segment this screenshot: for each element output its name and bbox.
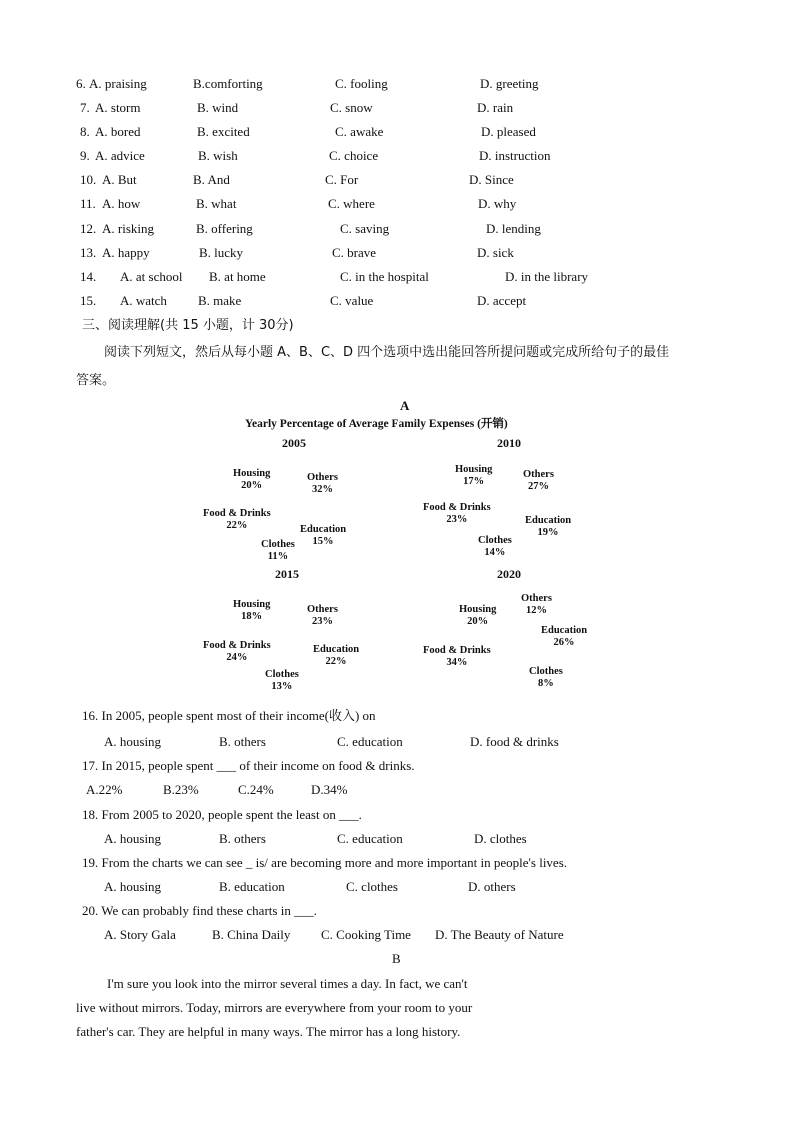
option-c: C. in the hospital [340,269,429,284]
option-d: D. in the library [505,269,589,284]
question-number: 6. [76,76,86,91]
slice-value: 20% [467,616,489,627]
chart-year-label: 2010 [497,436,521,450]
pie-slice-label [265,669,299,693]
slice-value: 15% [312,536,334,547]
slice-value: 12% [525,605,547,616]
slice-category: Others [523,469,554,480]
passage-line: father's car. They are helpful in many ways. The mirror has a long history. [76,1024,461,1039]
slice-value: 20% [241,480,263,491]
pie-slice-label [307,472,338,496]
section-heading: 三、阅读理解(共 15 小题，计 30分) [82,318,294,333]
question-number: 8. [80,124,90,139]
slice-value: 18% [241,611,263,622]
question-stem: 18. From 2005 to 2020, people spent the least on ___. [82,807,362,822]
slice-value: 34% [446,657,468,668]
option-c: C. Cooking Time [321,927,411,942]
question-stem: 20. We can probably find these charts in ___. [82,903,317,918]
passage-a-letter: A [400,398,410,413]
pie-slice-label [203,640,271,664]
slice-category: Education [525,515,572,526]
question-stem: 16. In 2005, people spent most of their income(收入) on [82,708,376,723]
slice-category: Clothes [529,666,563,677]
slice-category: Clothes [265,669,299,680]
passage-b-text [76,972,516,1044]
option-c: C. education [337,831,403,846]
option-a: A. praising [89,76,147,91]
slice-category: Food & Drinks [203,640,271,651]
option-a: A. how [102,196,141,211]
question-stem: 19. From the charts we can see _ is/ are becoming more and more important in people's lives. [82,855,568,870]
option-b: B. offering [196,221,253,236]
expenses-chart [195,398,615,698]
option-c: C. awake [335,124,384,139]
option-a: A. housing [104,734,162,749]
option-c: C. saving [340,221,390,236]
slice-value: 22% [226,520,248,531]
option-b: B. excited [197,124,250,139]
pie-slice-label [521,593,552,617]
slice-category: Housing [455,464,493,475]
pie-slice-label [203,508,271,532]
option-d: D. food & drinks [470,734,559,749]
passage-b-letter: B [392,951,401,966]
option-d: D. clothes [474,831,527,846]
question-number: 7. [80,100,90,115]
slice-category: Others [307,472,338,483]
slice-value: 24% [226,652,248,663]
option-d: D. others [468,879,516,894]
chart-year-label: 2005 [282,436,306,450]
option-b: B. make [198,293,242,308]
slice-value: 11% [267,551,289,562]
option-a: A. housing [104,879,162,894]
slice-value: 26% [553,637,575,648]
pie-slice-label [233,599,270,623]
option-b: B. education [219,879,285,894]
option-b: B. lucky [199,245,244,260]
option-b: B. And [193,172,230,187]
slice-value: 17% [463,476,485,487]
slice-category: Food & Drinks [423,645,491,656]
option-a: A. storm [95,100,141,115]
slice-value: 14% [484,547,506,558]
slice-category: Housing [233,599,271,610]
option-a: A. risking [102,221,154,236]
slice-category: Others [521,593,552,604]
option-c: C. For [325,172,359,187]
question-number: 12. [80,221,97,236]
option-c: C. choice [329,148,379,163]
pie-slice-label [478,535,512,559]
option-c: C. clothes [346,879,398,894]
option-a: A. advice [95,148,145,163]
option-b: B. what [196,196,237,211]
section-instruction-line2: 答案。 [76,373,116,388]
slice-value: 32% [311,484,333,495]
option-b: B. wish [198,148,238,163]
pie-slice-label [261,539,295,563]
passage-line: live without mirrors. Today, mirrors are everywhere from your room to your [76,1000,473,1015]
slice-category: Education [300,524,347,535]
pie-slice-label [459,604,496,628]
slice-category: Clothes [261,539,295,550]
pie-slice-label [233,468,270,492]
option-a: A. But [102,172,137,187]
pie-slice-label [525,515,571,539]
option-d: D. The Beauty of Nature [435,927,564,942]
question-number: 14. [80,269,97,284]
option-d: D.34% [311,782,348,797]
chart-year-label: 2015 [275,567,299,581]
pie-slice-label [455,464,492,488]
option-b: B.23% [163,782,199,797]
option-d: D. rain [477,100,514,115]
pie-slice-label [307,604,338,628]
option-c: C. fooling [335,76,388,91]
slice-category: Education [541,625,588,636]
question-number: 10. [80,172,97,187]
option-d: D. accept [477,293,527,308]
option-a: A. Story Gala [104,927,176,942]
option-d: D. greeting [480,76,539,91]
pie-slice-label [523,469,554,493]
option-a: A. happy [102,245,150,260]
option-b: B.comforting [193,76,263,91]
option-d: D. instruction [479,148,551,163]
option-d: D. why [478,196,517,211]
section-instruction-line1: 阅读下列短文，然后从每小题 A、B、C、D 四个选项中选出能回答所提问题或完成所给句子的最佳 [104,345,670,360]
option-d: D. Since [469,172,514,187]
option-b: B. others [219,734,266,749]
slice-value: 8% [538,678,554,689]
slice-category: Others [307,604,338,615]
slice-value: 23% [446,514,468,525]
slice-value: 13% [271,681,293,692]
slice-category: Education [313,644,360,655]
question-number: 11. [80,196,96,211]
pie-slice-label [313,644,359,668]
slice-category: Food & Drinks [203,508,271,519]
pie-slice-label [423,645,491,669]
question-number: 15. [80,293,97,308]
pie-slice-label [423,502,491,526]
chart-year-label: 2020 [497,567,521,581]
question-number: 13. [80,245,97,260]
slice-category: Housing [233,468,271,479]
passage-line: I'm sure you look into the mirror several times a day. In fact, we can't [107,976,468,991]
pie-slice-label [300,524,346,548]
option-a: A.22% [86,782,123,797]
option-a: A. at school [120,269,183,284]
option-c: C.24% [238,782,274,797]
option-b: B. wind [197,100,239,115]
option-d: D. lending [486,221,541,236]
slice-category: Clothes [478,535,512,546]
slice-category: Housing [459,604,497,615]
option-c: C. value [330,293,374,308]
option-b: B. China Daily [212,927,291,942]
slice-value: 22% [325,656,347,667]
option-c: C. snow [330,100,373,115]
slice-value: 27% [527,481,549,492]
slice-category: Food & Drinks [423,502,491,513]
question-number: 9. [80,148,90,163]
question-stem: 17. In 2015, people spent ___ of their income on food & drinks. [82,758,415,773]
option-a: A. bored [95,124,141,139]
chart-title: Yearly Percentage of Average Family Expenses (开销) [245,418,508,430]
option-d: D. pleased [481,124,536,139]
option-b: B. others [219,831,266,846]
option-b: B. at home [209,269,266,284]
slice-value: 19% [537,527,559,538]
option-c: C. brave [332,245,377,260]
pie-slice-label [529,666,563,690]
option-a: A. housing [104,831,162,846]
option-c: C. education [337,734,403,749]
option-d: D. sick [477,245,514,260]
option-c: C. where [328,196,375,211]
option-a: A. watch [120,293,167,308]
slice-value: 23% [311,616,333,627]
pie-slice-label [541,625,587,649]
